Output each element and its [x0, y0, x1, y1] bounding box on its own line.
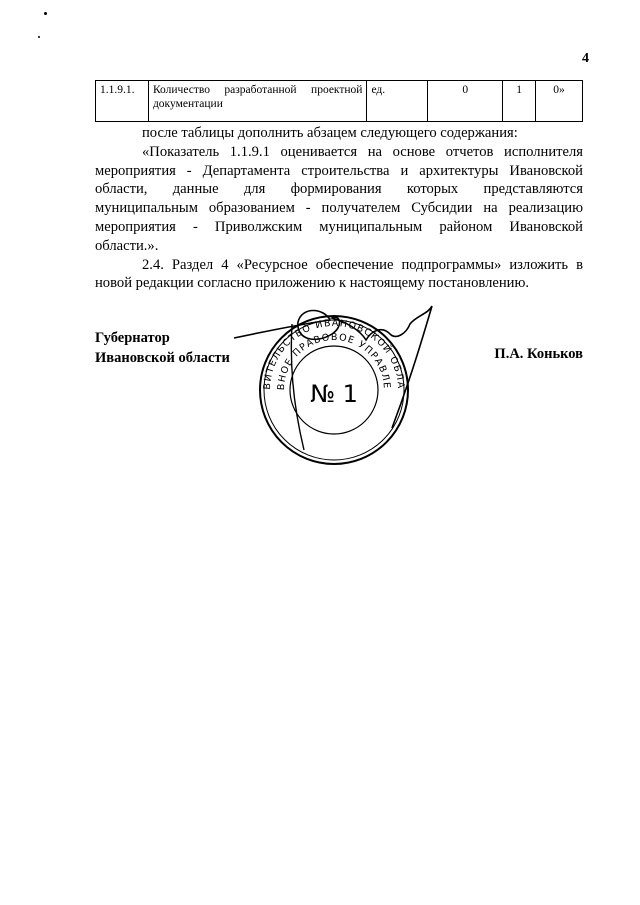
document-body — [95, 124, 583, 293]
text-line: мероприятия - Департамента строительства и архитектуры Ивановской — [95, 162, 583, 179]
signatory-name: П.А. Коньков — [494, 346, 583, 362]
intro-paragraph: после таблицы дополнить абзацем следующего содержания: — [142, 125, 518, 141]
text-line: области.». — [95, 237, 159, 254]
position-line: Ивановской области — [95, 350, 230, 366]
text-line: мероприятия - Приволжским муниципальным районом Ивановской — [95, 218, 583, 235]
official-seal — [232, 300, 442, 470]
indicator-value-3: 0» — [536, 81, 583, 122]
text-line: области, данные для формирования которых представляются — [95, 181, 583, 198]
position-line: Губернатор — [95, 330, 170, 346]
indicator-unit: ед. — [367, 81, 428, 122]
indicator-code: 1.1.9.1. — [96, 81, 149, 122]
seal-number: № 1 — [310, 380, 358, 408]
section-line: новой редакции согласно приложению к настоящему постановлению. — [95, 275, 530, 292]
scan-speck — [44, 12, 47, 15]
table-row — [96, 81, 583, 122]
text-line: «Показатель 1.1.9.1 оценивается на основе отчетов исполнителя — [142, 143, 583, 160]
page-number: 4 — [582, 51, 589, 66]
indicator-value-1: 0 — [428, 81, 503, 122]
signatory-position — [95, 328, 230, 368]
scan-speck — [38, 36, 40, 38]
seal-and-signature — [232, 300, 442, 470]
seal-outer-text: ВИТЕЛЬСТВО ИВАНОВСКОЙ ОБЛА — [261, 317, 407, 390]
seal-inner-text: ВНОЕ ПРАВОВОЕ УПРАВЛЕ — [275, 331, 393, 391]
indicator-value-2: 1 — [503, 81, 536, 122]
svg-text:ГЛАВНОЕ ПРАВОВОЕ УПРАВЛЕНИЕ — [232, 300, 392, 391]
section-line: 2.4. Раздел 4 «Ресурсное обеспечение подпрограммы» изложить в — [142, 256, 583, 273]
text-line: муниципальным образованием - получателем Субсидии на реализацию — [95, 200, 583, 217]
indicator-name: Количество разработанной проектной документации — [148, 81, 367, 122]
indicator-table — [95, 80, 583, 122]
